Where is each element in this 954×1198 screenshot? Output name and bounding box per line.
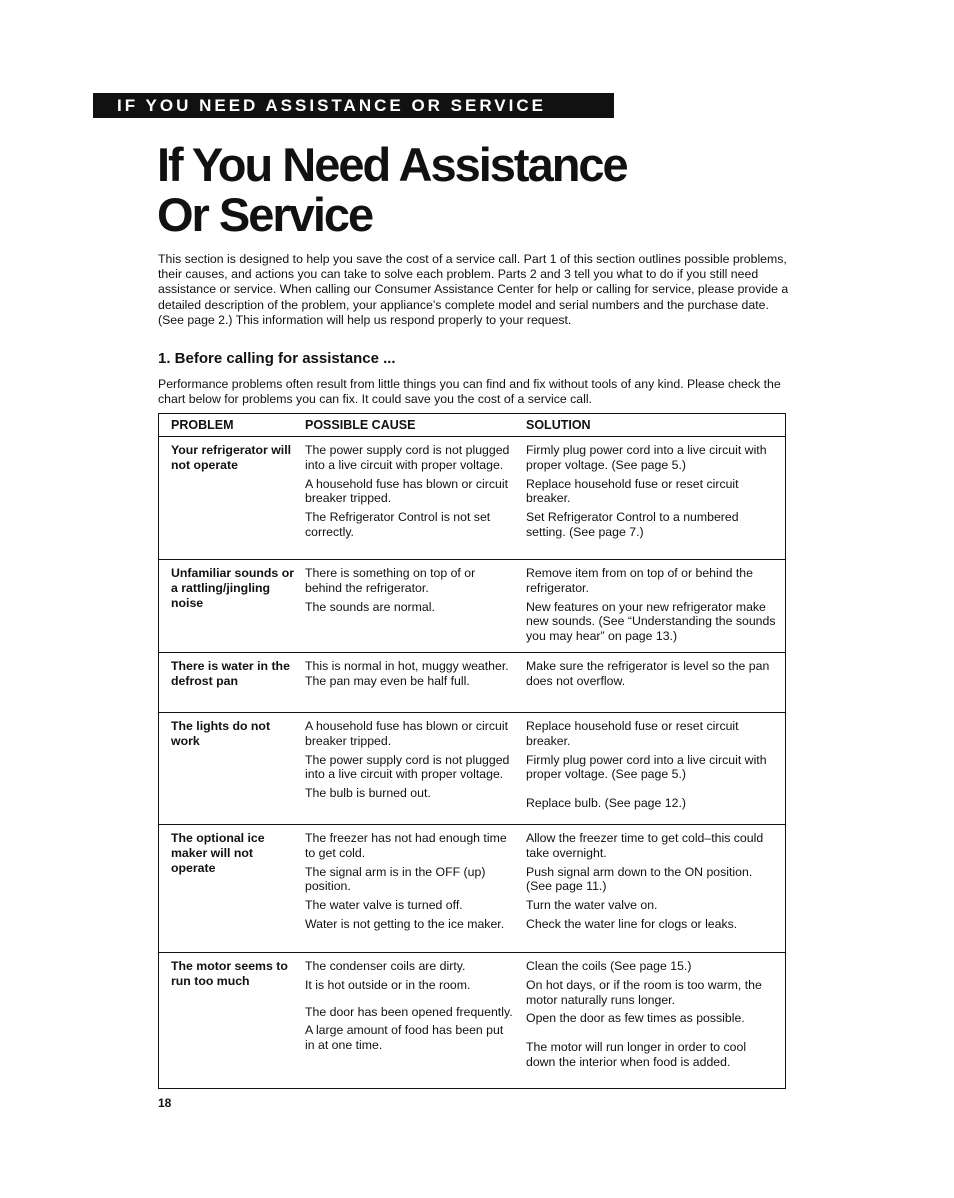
cause-text: There is something on top of or behind the refrigerator. <box>305 566 476 595</box>
solution-text: Turn the water valve on. <box>526 898 658 913</box>
solution-text: Push signal arm down to the ON position. (See page 11.) <box>526 864 753 894</box>
page-number: 18 <box>158 1096 172 1110</box>
performance-paragraph: Performance problems often result from little things you can find and fix without tools of any kind. Please check the chart below for problems you can fix. It could save you the cost of a service call. <box>158 377 781 407</box>
cause-cell <box>305 719 515 805</box>
cause-cell <box>305 659 515 693</box>
cause-text: The Refrigerator Control is not set correctly. <box>305 510 491 539</box>
table-row <box>159 952 785 1088</box>
table-row <box>159 559 785 652</box>
solution-cell <box>526 719 776 815</box>
problem-cell: Unfamiliar sounds or a rattling/jingling noise <box>171 566 294 610</box>
solution-text: Clean the coils (See page 15.) <box>526 959 692 973</box>
cause-text: A household fuse has blown or circuit breaker tripped. <box>305 719 509 748</box>
cause-text: The power supply cord is not plugged into a live circuit with proper voltage. <box>305 752 510 782</box>
table-row <box>159 436 785 559</box>
solution-text: Remove item from on top of or behind the refrigerator. <box>526 566 753 595</box>
table-header <box>159 414 785 436</box>
problem-cell: The motor seems to run too much <box>171 959 288 988</box>
solution-text: Check the water line for clogs or leaks. <box>526 916 738 931</box>
section-banner: IF YOU NEED ASSISTANCE OR SERVICE <box>93 93 613 118</box>
cause-text: The freezer has not had enough time to get cold. <box>305 831 507 860</box>
solution-text: Replace bulb. (See page 12.) <box>526 796 686 811</box>
cause-cell <box>305 566 515 618</box>
table-row <box>159 712 785 824</box>
cause-cell <box>305 831 515 936</box>
solution-text: The motor will run longer in order to cool down the interior when food is added. <box>526 1040 747 1069</box>
solution-text: Replace household fuse or reset circuit breaker. <box>526 719 739 748</box>
solution-cell <box>526 831 776 936</box>
header-solution: SOLUTION <box>526 418 591 432</box>
cause-text: The power supply cord is not plugged into a live circuit with proper voltage. <box>305 443 510 472</box>
section-heading: 1. Before calling for assistance ... <box>158 350 396 367</box>
cause-text: The bulb is burned out. <box>305 786 431 801</box>
title-line-2: Or Service <box>157 188 373 241</box>
solution-text: On hot days, or if the room is too warm, the motor naturally runs longer. <box>526 977 762 1007</box>
cause-text: A large amount of food has been put in at one time. <box>305 1023 504 1053</box>
solution-text: Replace household fuse or reset circuit breaker. <box>526 476 739 506</box>
problem-cell: There is water in the defrost pan <box>171 659 290 688</box>
solution-text: Firmly plug power cord into a live circuit with proper voltage. (See page 5.) <box>526 752 767 782</box>
solution-cell <box>526 659 776 693</box>
cause-text: The condenser coils are dirty. <box>305 959 466 973</box>
solution-text: Firmly plug power cord into a live circuit with proper voltage. (See page 5.) <box>526 443 767 472</box>
solution-text: New features on your new refrigerator make new sounds. (See “Understanding the sounds you may hear” on page 13.) <box>526 599 776 644</box>
intro-paragraph: This section is designed to help you save the cost of a service call. Part 1 of this section outlines possible problems, their causes, and actions you can take to solve each problem. Parts 2 and 3 tell you what to do if you still need assistance or service. When calling our Consumer Assistance Center for help or calling for service, please provide a detailed description of the problem, your appliance’s complete model and serial numbers and the purchase date. (See page 2.) This information will help us respond properly to your request. <box>158 252 789 327</box>
cause-text: The water valve is turned off. <box>305 898 463 913</box>
solution-text: Make sure the refrigerator is level so the pan does not overflow. <box>526 659 770 688</box>
cause-text: Water is not getting to the ice maker. <box>305 916 505 931</box>
cause-text: It is hot outside or in the room. <box>305 977 471 992</box>
solution-text: Open the door as few times as possible. <box>526 1011 745 1026</box>
problem-cell: The lights do not work <box>171 719 271 748</box>
solution-text: Set Refrigerator Control to a numbered setting. (See page 7.) <box>526 510 739 539</box>
title-line-1: If You Need Assistance <box>157 138 627 191</box>
cause-cell <box>305 443 515 544</box>
cause-text: This is normal in hot, muggy weather. The pan may even be half full. <box>305 659 509 688</box>
header-problem: PROBLEM <box>171 418 234 432</box>
header-possible-cause: POSSIBLE CAUSE <box>305 418 416 432</box>
troubleshooting-table <box>158 413 786 1089</box>
problem-cell: The optional ice maker will not operate <box>171 831 265 875</box>
cause-cell <box>305 959 515 1057</box>
table-row <box>159 824 785 952</box>
solution-cell <box>526 959 776 1074</box>
cause-text: The door has been opened frequently. <box>305 1004 513 1019</box>
solution-cell <box>526 443 776 544</box>
table-row <box>159 652 785 712</box>
cause-text: The signal arm is in the OFF (up) position. <box>305 864 486 894</box>
banner-edge <box>611 93 614 118</box>
cause-text: A household fuse has blown or circuit breaker tripped. <box>305 476 509 506</box>
solution-cell <box>526 566 776 648</box>
problem-cell: Your refrigerator will not operate <box>171 443 292 472</box>
cause-text: The sounds are normal. <box>305 599 435 614</box>
solution-text: Allow the freezer time to get cold–this could take overnight. <box>526 831 764 860</box>
page-title <box>157 140 627 240</box>
